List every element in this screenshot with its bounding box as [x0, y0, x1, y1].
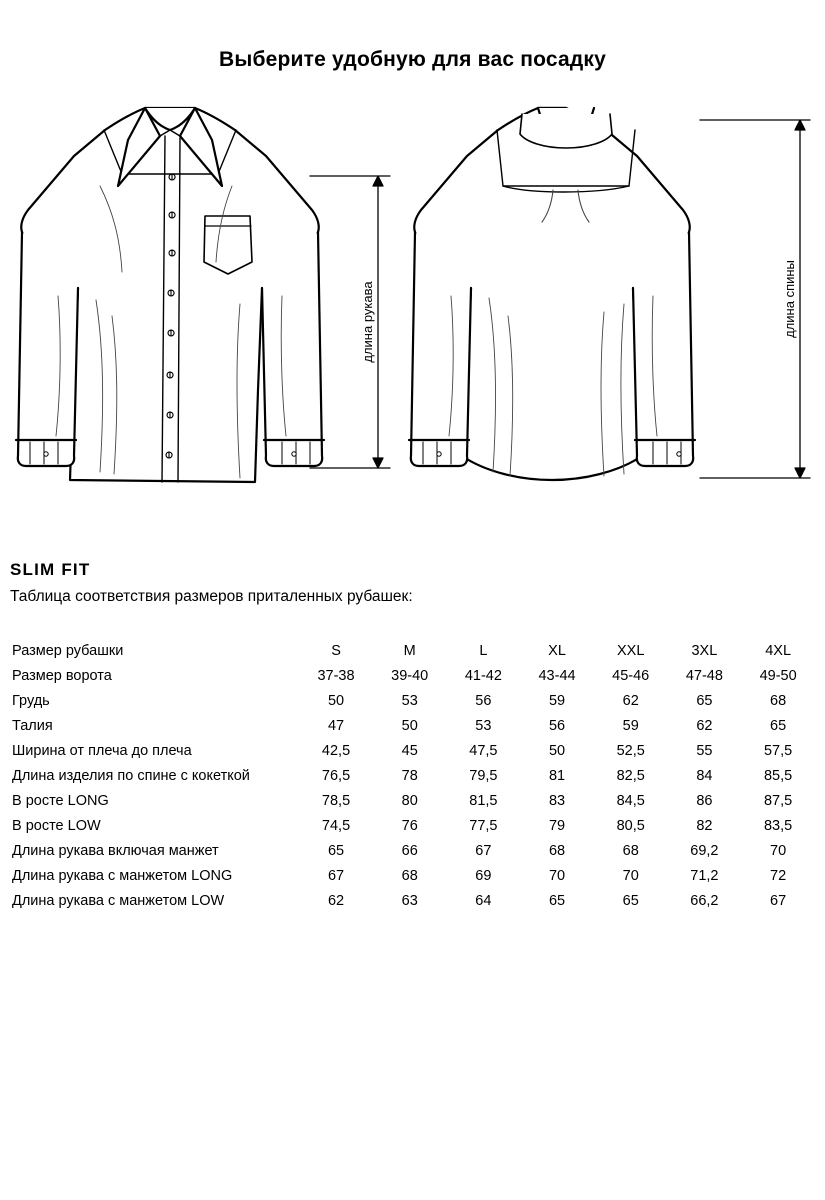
cell: 64 [475, 892, 492, 909]
row-label: Длина рукава с манжетом LONG [12, 867, 233, 884]
cell: 66 [401, 842, 418, 859]
fit-description: Таблица соответствия размеров приталенных рубашек: [10, 588, 413, 605]
cell: 68 [770, 692, 787, 709]
cell: 55 [696, 742, 713, 759]
row-label: Грудь [12, 692, 50, 709]
cell: 59 [622, 717, 639, 734]
cell: 80,5 [616, 817, 645, 834]
cell: 76 [401, 817, 418, 834]
cell: 82,5 [616, 767, 645, 784]
cell: 76,5 [321, 767, 351, 784]
cell: 77,5 [469, 817, 498, 834]
cell: 62 [622, 692, 639, 709]
cell: 84 [696, 767, 713, 784]
row-label: Длина рукава с манжетом LOW [12, 892, 225, 909]
shirt-back-view [409, 108, 695, 480]
cell: 81 [548, 767, 566, 784]
cell: 71,2 [690, 867, 719, 884]
cell: 66,2 [690, 892, 719, 909]
cell: 86 [696, 792, 713, 809]
cell: 80 [401, 792, 418, 809]
column-header-7: 4XL [765, 642, 792, 659]
cell: 79,5 [469, 767, 498, 784]
table-row [10, 763, 815, 788]
cell: 84,5 [616, 792, 645, 809]
cell: 69,2 [690, 842, 719, 859]
cell: 45-46 [612, 667, 650, 684]
cell: 59 [548, 692, 566, 709]
page-title: Выберите удобную для вас посадку [218, 48, 607, 71]
column-header-1: S [331, 642, 341, 659]
cell: 79 [548, 817, 566, 834]
table-row [10, 738, 815, 763]
cell: 70 [548, 867, 566, 884]
row-label: Ширина от плеча до плеча [12, 742, 192, 759]
cell: 47,5 [469, 742, 498, 759]
cell: 45 [401, 742, 418, 759]
size-table-body [10, 663, 815, 913]
cell: 78 [401, 767, 418, 784]
table-row [10, 713, 815, 738]
cell: 65 [696, 692, 713, 709]
cell: 68 [548, 842, 566, 859]
table-row [10, 663, 815, 688]
cell: 83 [548, 792, 566, 809]
cell: 47 [327, 717, 345, 734]
row-label: Талия [12, 717, 53, 734]
row-label: Длина рукава включая манжет [12, 842, 219, 859]
cell: 43-44 [538, 667, 576, 684]
cell: 37-38 [317, 667, 355, 684]
table-row [10, 813, 815, 838]
cell: 83,5 [763, 817, 793, 834]
cell: 82 [696, 817, 713, 834]
cell: 70 [770, 842, 787, 859]
cell: 81,5 [469, 792, 498, 809]
table-row [10, 788, 815, 813]
cell: 50 [401, 717, 418, 734]
cell: 85,5 [763, 767, 793, 784]
cell: 68 [622, 842, 639, 859]
table-row [10, 863, 815, 888]
cell: 53 [475, 717, 492, 734]
row-label: В росте LOW [12, 817, 101, 834]
column-header-5: XXL [617, 642, 645, 659]
cell: 67 [327, 867, 345, 884]
sleeve-length-label: длина рукава [360, 281, 375, 363]
cell: 65 [327, 842, 345, 859]
cell: 42,5 [321, 742, 351, 759]
table-row [10, 688, 815, 713]
column-header-0: Размер рубашки [12, 642, 124, 659]
cell: 67 [770, 892, 787, 909]
cell: 50 [327, 692, 345, 709]
cell: 56 [548, 717, 566, 734]
cell: 65 [622, 892, 639, 909]
shirt-front-view [16, 108, 324, 482]
size-table-wrapper [0, 606, 825, 913]
cell: 65 [770, 717, 787, 734]
cell: 72 [770, 867, 787, 884]
table-header-row [10, 638, 815, 663]
cell: 53 [401, 692, 418, 709]
cell: 67 [475, 842, 492, 859]
row-label: В росте LONG [12, 792, 109, 809]
table-row [10, 838, 815, 863]
table-row [10, 888, 815, 913]
cell: 63 [401, 892, 418, 909]
column-header-4: XL [548, 642, 566, 659]
cell: 39-40 [391, 667, 429, 684]
cell: 68 [401, 867, 418, 884]
cell: 87,5 [763, 792, 793, 809]
cell: 50 [548, 742, 566, 759]
cell: 52,5 [616, 742, 645, 759]
cell: 49-50 [759, 667, 797, 684]
cell: 47-48 [685, 667, 723, 684]
cell: 78,5 [321, 792, 351, 809]
cell: 70 [622, 867, 639, 884]
row-label: Размер ворота [12, 667, 112, 684]
size-table [10, 638, 815, 913]
column-header-3: L [479, 642, 488, 659]
cell: 56 [475, 692, 492, 709]
cell: 65 [548, 892, 566, 909]
cell: 74,5 [321, 817, 351, 834]
cell: 62 [696, 717, 713, 734]
cell: 41-42 [464, 667, 502, 684]
cell: 69 [475, 867, 492, 884]
fit-name: SLIM FIT [10, 560, 91, 579]
shirt-illustration [0, 90, 825, 560]
row-label: Длина изделия по спине с кокеткой [12, 767, 250, 784]
column-header-6: 3XL [691, 642, 718, 659]
size-table-head [10, 638, 815, 663]
cell: 62 [327, 892, 345, 909]
column-header-2: M [403, 642, 416, 659]
cell: 57,5 [763, 742, 793, 759]
back-length-label: длина спины [782, 260, 797, 338]
